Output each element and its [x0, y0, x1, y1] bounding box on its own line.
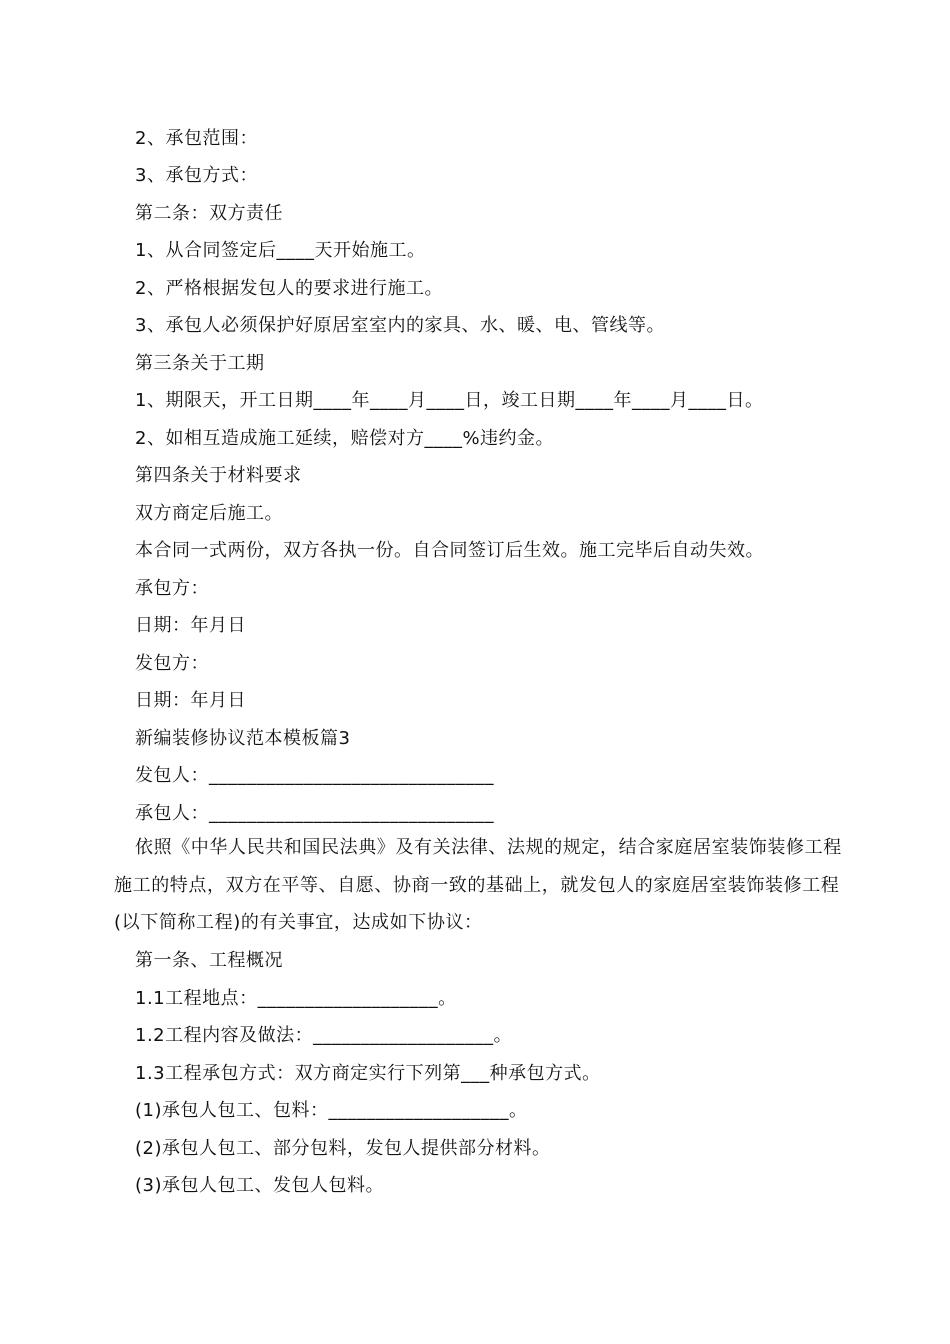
signature-label: 承包方： [135, 578, 209, 599]
section-heading: 第一条、工程概况 [135, 950, 283, 971]
text-line: 1.1工程地点：___________________。 [135, 988, 457, 1009]
preamble-paragraph: 依照《中华人民共和国民法典》及有关法律、法规的规定，结合家庭居室装饰装修工程施工的特点，双方在平等、自愿、协商一致的基础上，就发包人的家庭居室装饰装修工程(以下简称工程)的有关事宜，达成如下协议： [114, 837, 842, 933]
section-heading: 第三条关于工期 [135, 353, 265, 374]
text-line: (1)承包人包工、包料：___________________。 [135, 1100, 528, 1121]
text-line: 1.3工程承包方式：双方商定实行下列第___种承包方式。 [135, 1063, 601, 1084]
text-line: 1.2工程内容及做法：___________________。 [135, 1025, 513, 1046]
text-line: 2、严格根据发包人的要求进行施工。 [135, 278, 443, 299]
text-line: 3、承包人必须保护好原居室室内的家具、水、暖、电、管线等。 [135, 315, 665, 336]
date-line: 日期：年月日 [135, 615, 246, 636]
signature-label: 发包方： [135, 653, 209, 674]
text-line: 3、承包方式： [135, 165, 258, 186]
text-line: 2、如相互造成施工延续，赔偿对方____%违约金。 [135, 428, 555, 449]
text-line: 2、承包范围： [135, 128, 258, 149]
party-line: 发包人：______________________________ [135, 765, 494, 786]
text-line: 本合同一式两份，双方各执一份。自合同签订后生效。施工完毕后自动失效。 [135, 540, 764, 561]
date-line: 日期：年月日 [135, 690, 246, 711]
section-heading: 第四条关于材料要求 [135, 465, 302, 486]
section-title: 新编装修协议范本模板篇3 [135, 728, 351, 749]
party-line: 承包人：______________________________ [135, 803, 494, 824]
text-line: 双方商定后施工。 [135, 503, 283, 524]
section-heading: 第二条：双方责任 [135, 203, 283, 224]
text-line: 1、从合同签定后____天开始施工。 [135, 240, 426, 261]
text-line: (2)承包人包工、部分包料，发包人提供部分材料。 [135, 1138, 551, 1159]
text-line: (3)承包人包工、发包人包料。 [135, 1175, 384, 1196]
text-line: 1、期限天，开工日期____年____月____日，竣工日期____年____月____日。 [135, 390, 764, 411]
